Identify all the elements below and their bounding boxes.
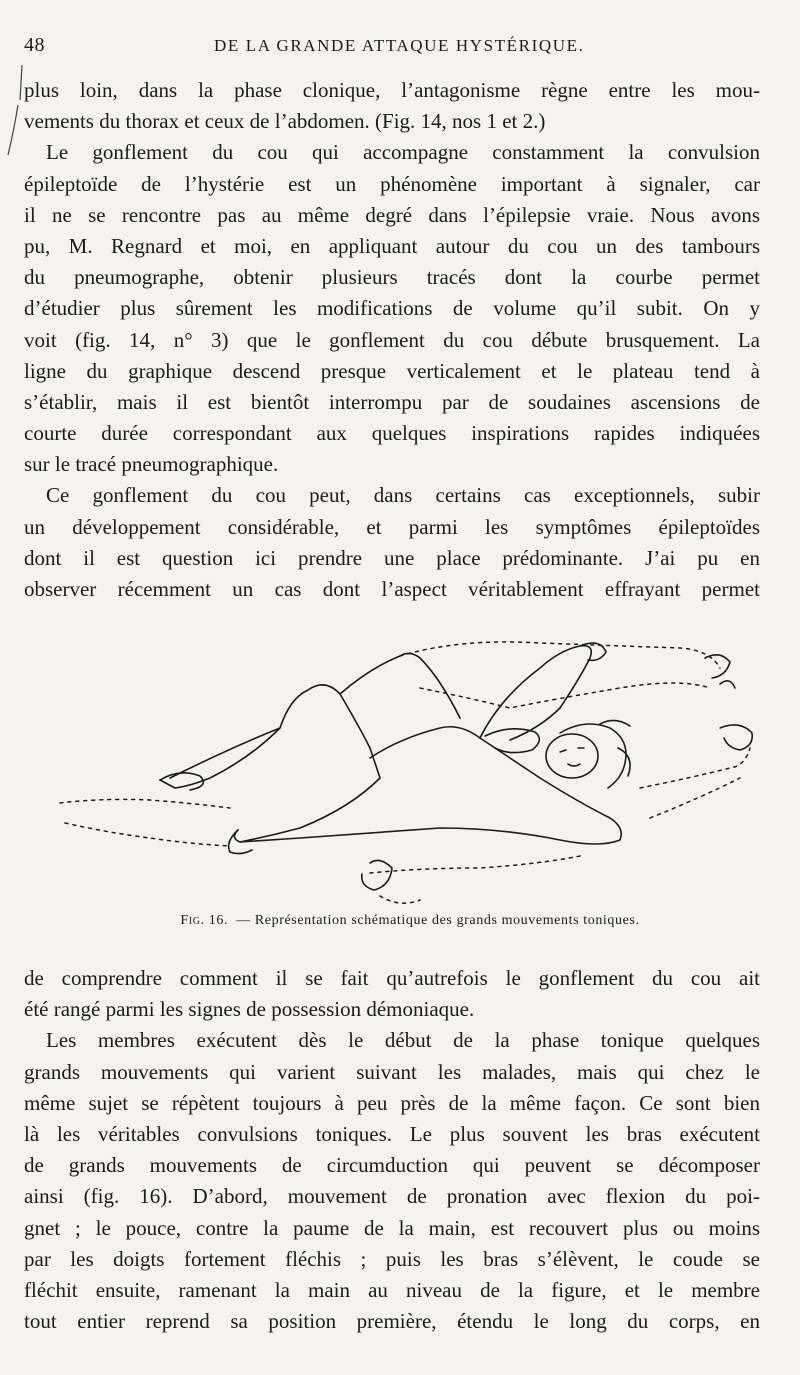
text-line: courte durée correspondant aux quelques inspirations rapides indiquées bbox=[24, 421, 760, 446]
drawing-hand-right bbox=[705, 655, 735, 688]
text-line: par les doigts fortement fléchis ; puis les bras s’élèvent, le coude se bbox=[24, 1246, 760, 1271]
text-line: été rangé parmi les signes de possession démoniaque. bbox=[24, 997, 475, 1022]
text-line: Ce gonflement du cou peut, dans certains cas exceptionnels, subir bbox=[46, 483, 760, 508]
text-line: voit (fig. 14, n° 3) que le gonflement du cou débute brusquement. La bbox=[24, 327, 760, 352]
text-line: de grands mouvements de circumduction qui peuvent se décomposer bbox=[24, 1153, 760, 1178]
text-line: s’établir, mais il est bientôt interrompu par de soudaines ascensions de bbox=[24, 389, 760, 414]
figure-caption bbox=[0, 913, 800, 929]
body-text-top bbox=[24, 75, 760, 605]
text-line: sur le tracé pneumographique. bbox=[24, 452, 279, 477]
figure-illustration bbox=[40, 628, 760, 918]
drawing-foot-lower bbox=[362, 860, 392, 890]
drawing-dotted-leg-path bbox=[60, 799, 230, 808]
drawing-head bbox=[546, 734, 598, 778]
text-line: pu, M. Regnard et moi, en appliquant autour du cou un des tambours bbox=[24, 233, 760, 258]
page-header bbox=[24, 34, 764, 60]
text-line: fléchit ensuite, ramenant la main au niveau de la figure, et le membre bbox=[24, 1277, 760, 1302]
drawing-thigh bbox=[340, 653, 460, 718]
drawing-dotted-arm-path bbox=[420, 683, 710, 708]
figure-label: Fig. 16. bbox=[180, 913, 229, 928]
text-line: ainsi (fig. 16). D’abord, mouvement de pronation avec flexion du poi- bbox=[24, 1184, 760, 1209]
text-line: Le gonflement du cou qui accompagne constamment la convulsion bbox=[46, 140, 760, 165]
drawing-dress bbox=[240, 727, 621, 844]
drawing-dotted-foot-path bbox=[370, 856, 580, 873]
text-line: du pneumographe, obtenir plusieurs tracés dont la courbe permet bbox=[24, 265, 760, 290]
drawing-dotted-arm-right bbox=[650, 778, 740, 818]
drawing-leg-shin bbox=[160, 728, 280, 788]
drawing-bent-arm bbox=[485, 729, 539, 753]
drawing-hand-right-lower bbox=[720, 725, 752, 750]
figure-drawing bbox=[40, 628, 760, 918]
text-line: vements du thorax et ceux de l’abdomen. (Fig. 14, nos 1 et 2.) bbox=[24, 109, 546, 134]
drawing-dotted-foot-path bbox=[380, 896, 420, 903]
drawing-leg bbox=[170, 685, 380, 778]
text-line: gnet ; le pouce, contre la paume de la main, est recouvert plus ou moins bbox=[24, 1215, 760, 1240]
running-head: DE LA GRANDE ATTAQUE HYSTÉRIQUE. bbox=[214, 36, 585, 55]
text-line: épileptoïde de l’hystérie est un phénomène important à signaler, car bbox=[24, 171, 760, 196]
drawing-lower-leg bbox=[234, 778, 380, 842]
text-line: un développement considérable, et parmi les symptômes épileptoïdes bbox=[24, 514, 760, 539]
text-line: grands mouvements qui varient suivant les malades, mais qui chez le bbox=[24, 1059, 760, 1084]
text-line: observer récemment un cas dont l’aspect véritablement effrayant permet bbox=[24, 577, 760, 601]
drawing-dotted-arm-path bbox=[400, 642, 720, 668]
drawing-dotted-leg-path bbox=[65, 823, 230, 846]
text-line: il ne se rencontre pas au même degré dans l’épilepsie vraie. Nous avons bbox=[24, 202, 760, 227]
text-line: tout entier reprend sa position première, étendu le long du corps, en bbox=[24, 1309, 760, 1334]
text-line: là les véritables convulsions toniques. Le plus souvent les bras exécutent bbox=[24, 1121, 760, 1146]
text-line: même sujet se répètent toujours à peu près de la même façon. Ce sont bien bbox=[24, 1090, 760, 1115]
drawing-face bbox=[560, 748, 584, 766]
text-line: de comprendre comment il se fait qu’autrefois le gonflement du cou ait bbox=[24, 966, 760, 990]
margin-pencil-mark bbox=[6, 60, 24, 160]
text-line: d’étudier plus sûrement les modifications de volume qu’il subit. On y bbox=[24, 296, 760, 321]
figure-caption-text: — Représentation schématique des grands mouvements toniques. bbox=[236, 913, 640, 928]
text-line: dont il est question ici prendre une place prédominante. J’ai pu en bbox=[24, 545, 760, 570]
text-line: plus loin, dans la phase clonique, l’antagonisme règne entre les mou- bbox=[24, 78, 760, 102]
text-line: Les membres exécutent dès le début de la phase tonique quelques bbox=[46, 1028, 760, 1053]
body-text-bottom bbox=[24, 963, 760, 1337]
page-number: 48 bbox=[24, 34, 45, 56]
text-line: ligne du graphique descend presque verticalement et le plateau tend à bbox=[24, 358, 760, 383]
